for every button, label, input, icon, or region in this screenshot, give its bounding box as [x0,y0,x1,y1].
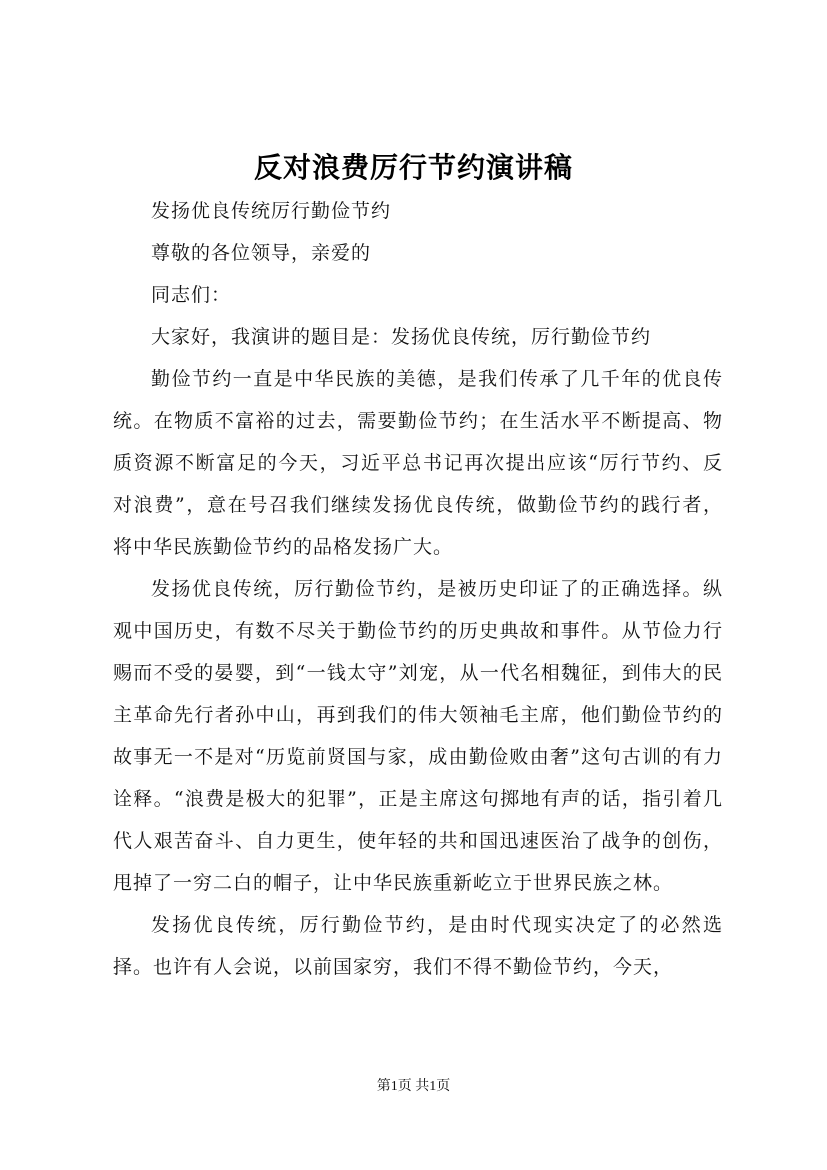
paragraph-greeting: 大家好，我演讲的题目是：发扬优良传统，厉行勤俭节约 [151,326,652,348]
document-title: 反对浪费厉行节约演讲稿 [253,151,573,184]
paragraph-body: 勤俭节约一直是中华民族的美德，是我们传承了几千年的优良传统。在物质不富裕的过去，需要勤俭节约；在生活水平不断提高、物质资源不断富足的今天，习近平总书记再次提出应该“厉行节约、反对浪费”，意在号召我们继续发扬优良传统，做勤俭节约的践行者，将中华民族勤俭节约的品格发扬广大。 [113,368,723,558]
paragraph-body: 发扬优良传统，厉行勤俭节约，是被历史印证了的正确选择。纵观中国历史，有数不尽关于勤俭节约的历史典故和事件。从节俭力行赐而不受的晏婴，到“一钱太守”刘宠，从一代名相魏征，到伟大的民主革命先行者孙中山，再到我们的伟大领袖毛主席，他们勤俭节约的故事无一不是对“历览前贤国与家，成由勤俭败由奢”这句古训的有力诠释。“浪费是极大的犯罪”，正是主席这句掷地有声的话，指引着几代人艰苦奋斗、自力更生，使年轻的共和国迅速医治了战争的创伤，甩掉了一穷二白的帽子，让中华民族重新屹立于世界民族之林。 [113,578,723,894]
paragraph-body: 发扬优良传统，厉行勤俭节约，是由时代现实决定了的必然选择。也许有人会说，以前国家穷，我们不得不勤俭节约，今天， [113,914,723,978]
paragraph-salutation: 尊敬的各位领导，亲爱的 [151,242,372,264]
document-body [113,190,723,988]
page-footer: 第1页 共1页 [376,1079,451,1094]
paragraph-salutation-cont: 同志们： [151,284,232,306]
paragraph-subtitle: 发扬优良传统厉行勤俭节约 [151,200,392,222]
